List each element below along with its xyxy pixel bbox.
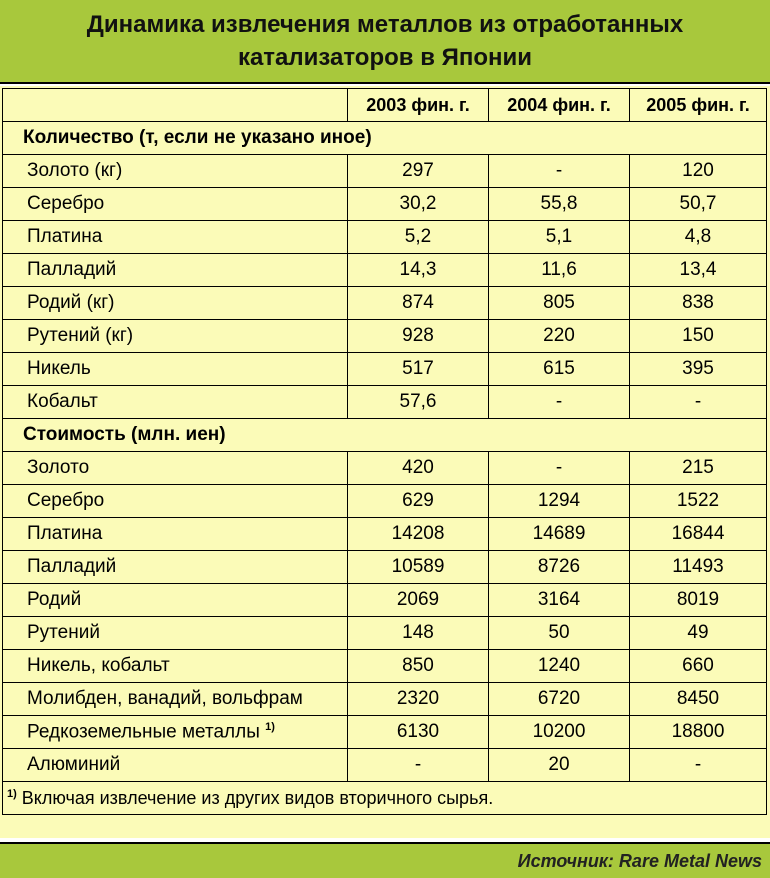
cell-v2004: 3164 bbox=[489, 584, 630, 617]
row-label bbox=[3, 188, 348, 221]
row-label bbox=[3, 617, 348, 650]
cell-v2003: 5,2 bbox=[348, 221, 489, 254]
row-label bbox=[3, 386, 348, 419]
footnote-text: Включая извлечение из других видов вторичного сырья. bbox=[21, 787, 494, 808]
section-title: Стоимость (млн. иен) bbox=[3, 419, 767, 452]
row-label-text: Платина bbox=[27, 226, 103, 247]
section-row bbox=[3, 419, 767, 452]
cell-v2004: - bbox=[489, 155, 630, 188]
row-label-text: Рутений bbox=[27, 622, 100, 643]
footnote-marker: 1) bbox=[265, 720, 275, 733]
row-label-text: Никель, кобальт bbox=[27, 655, 170, 676]
cell-v2004: 50 bbox=[489, 617, 630, 650]
cell-v2003: 30,2 bbox=[348, 188, 489, 221]
cell-v2005: 4,8 bbox=[630, 221, 767, 254]
cell-v2005: 50,7 bbox=[630, 188, 767, 221]
cell-v2005: 395 bbox=[630, 353, 767, 386]
header-row bbox=[3, 89, 767, 122]
cell-v2005: - bbox=[630, 749, 767, 782]
cell-v2005: 660 bbox=[630, 650, 767, 683]
cell-v2004: 6720 bbox=[489, 683, 630, 716]
column-header: 2004 фин. г. bbox=[489, 89, 630, 122]
row-label-text: Никель bbox=[27, 358, 91, 379]
row-label bbox=[3, 155, 348, 188]
row-label-text: Золото (кг) bbox=[27, 160, 123, 181]
cell-v2004: 11,6 bbox=[489, 254, 630, 287]
source-label: Источник: Rare Metal News bbox=[517, 850, 762, 871]
cell-v2005: 11493 bbox=[630, 551, 767, 584]
row-label bbox=[3, 650, 348, 683]
row-label bbox=[3, 485, 348, 518]
row-label bbox=[3, 452, 348, 485]
row-label bbox=[3, 551, 348, 584]
table-row bbox=[3, 485, 767, 518]
cell-v2003: 850 bbox=[348, 650, 489, 683]
cell-v2004: 20 bbox=[489, 749, 630, 782]
row-label bbox=[3, 584, 348, 617]
table-row bbox=[3, 188, 767, 221]
cell-v2004: 1240 bbox=[489, 650, 630, 683]
cell-v2003: 10589 bbox=[348, 551, 489, 584]
footnote-row bbox=[3, 782, 767, 815]
data-table bbox=[2, 88, 767, 815]
row-label bbox=[3, 287, 348, 320]
table-row bbox=[3, 650, 767, 683]
title-bar bbox=[0, 0, 770, 84]
cell-v2005: 49 bbox=[630, 617, 767, 650]
cell-v2003: 2069 bbox=[348, 584, 489, 617]
table-row bbox=[3, 254, 767, 287]
cell-v2003: - bbox=[348, 749, 489, 782]
row-label bbox=[3, 716, 348, 749]
row-label-text: Редкоземельные металлы bbox=[27, 721, 260, 743]
table-row bbox=[3, 518, 767, 551]
cell-v2003: 14,3 bbox=[348, 254, 489, 287]
cell-v2004: 220 bbox=[489, 320, 630, 353]
cell-v2004: 14689 bbox=[489, 518, 630, 551]
table-row bbox=[3, 287, 767, 320]
cell-v2005: 838 bbox=[630, 287, 767, 320]
row-label-text: Серебро bbox=[27, 193, 105, 214]
table-row bbox=[3, 452, 767, 485]
row-label-text: Палладий bbox=[27, 556, 117, 577]
source-bar bbox=[0, 842, 770, 878]
row-label bbox=[3, 518, 348, 551]
table-row bbox=[3, 749, 767, 782]
cell-v2005: 120 bbox=[630, 155, 767, 188]
row-label bbox=[3, 221, 348, 254]
cell-v2003: 14208 bbox=[348, 518, 489, 551]
cell-v2004: 10200 bbox=[489, 716, 630, 749]
row-label bbox=[3, 353, 348, 386]
table-row bbox=[3, 221, 767, 254]
row-label-text: Рутений (кг) bbox=[27, 325, 134, 346]
row-label bbox=[3, 683, 348, 716]
cell-v2004: 805 bbox=[489, 287, 630, 320]
cell-v2005: 150 bbox=[630, 320, 767, 353]
row-label-text: Золото bbox=[27, 457, 90, 478]
cell-v2003: 297 bbox=[348, 155, 489, 188]
row-label bbox=[3, 749, 348, 782]
section-title: Количество (т, если не указано иное) bbox=[3, 122, 767, 155]
cell-v2004: 8726 bbox=[489, 551, 630, 584]
section-row bbox=[3, 122, 767, 155]
cell-v2003: 874 bbox=[348, 287, 489, 320]
cell-v2005: 215 bbox=[630, 452, 767, 485]
cell-v2005: 8450 bbox=[630, 683, 767, 716]
row-label-text: Родий bbox=[27, 589, 82, 610]
cell-v2003: 6130 bbox=[348, 716, 489, 749]
cell-v2003: 629 bbox=[348, 485, 489, 518]
table-row bbox=[3, 353, 767, 386]
cell-v2005: 8019 bbox=[630, 584, 767, 617]
cell-v2004: 1294 bbox=[489, 485, 630, 518]
row-label-text: Алюминий bbox=[27, 754, 121, 775]
cell-v2003: 2320 bbox=[348, 683, 489, 716]
table-row bbox=[3, 386, 767, 419]
row-label-text: Серебро bbox=[27, 490, 105, 511]
row-label-text: Родий (кг) bbox=[27, 292, 115, 313]
column-header: 2005 фин. г. bbox=[630, 89, 767, 122]
cell-v2004: 55,8 bbox=[489, 188, 630, 221]
cell-v2003: 148 bbox=[348, 617, 489, 650]
row-label-text: Палладий bbox=[27, 259, 117, 280]
page-title: Динамика извлечения металлов из отработанных катализаторов в Японии bbox=[86, 11, 684, 71]
table-area bbox=[0, 86, 770, 838]
cell-v2003: 420 bbox=[348, 452, 489, 485]
footnote-marker: 1) bbox=[7, 787, 17, 800]
cell-v2004: - bbox=[489, 452, 630, 485]
cell-v2004: 5,1 bbox=[489, 221, 630, 254]
cell-v2003: 517 bbox=[348, 353, 489, 386]
footnote bbox=[3, 782, 767, 815]
table-row bbox=[3, 320, 767, 353]
row-label bbox=[3, 320, 348, 353]
cell-v2005: 18800 bbox=[630, 716, 767, 749]
cell-v2004: - bbox=[489, 386, 630, 419]
cell-v2005: 13,4 bbox=[630, 254, 767, 287]
table-row bbox=[3, 617, 767, 650]
cell-v2004: 615 bbox=[489, 353, 630, 386]
table-row bbox=[3, 584, 767, 617]
row-label-text: Платина bbox=[27, 523, 103, 544]
row-label bbox=[3, 254, 348, 287]
header-blank bbox=[3, 89, 348, 122]
table-row bbox=[3, 683, 767, 716]
cell-v2003: 57,6 bbox=[348, 386, 489, 419]
table-row bbox=[3, 551, 767, 584]
row-label-text: Молибден, ванадий, вольфрам bbox=[27, 688, 303, 709]
cell-v2005: 1522 bbox=[630, 485, 767, 518]
cell-v2005: - bbox=[630, 386, 767, 419]
cell-v2005: 16844 bbox=[630, 518, 767, 551]
table-row bbox=[3, 716, 767, 749]
cell-v2003: 928 bbox=[348, 320, 489, 353]
column-header: 2003 фин. г. bbox=[348, 89, 489, 122]
row-label-text: Кобальт bbox=[27, 391, 98, 412]
table-row bbox=[3, 155, 767, 188]
